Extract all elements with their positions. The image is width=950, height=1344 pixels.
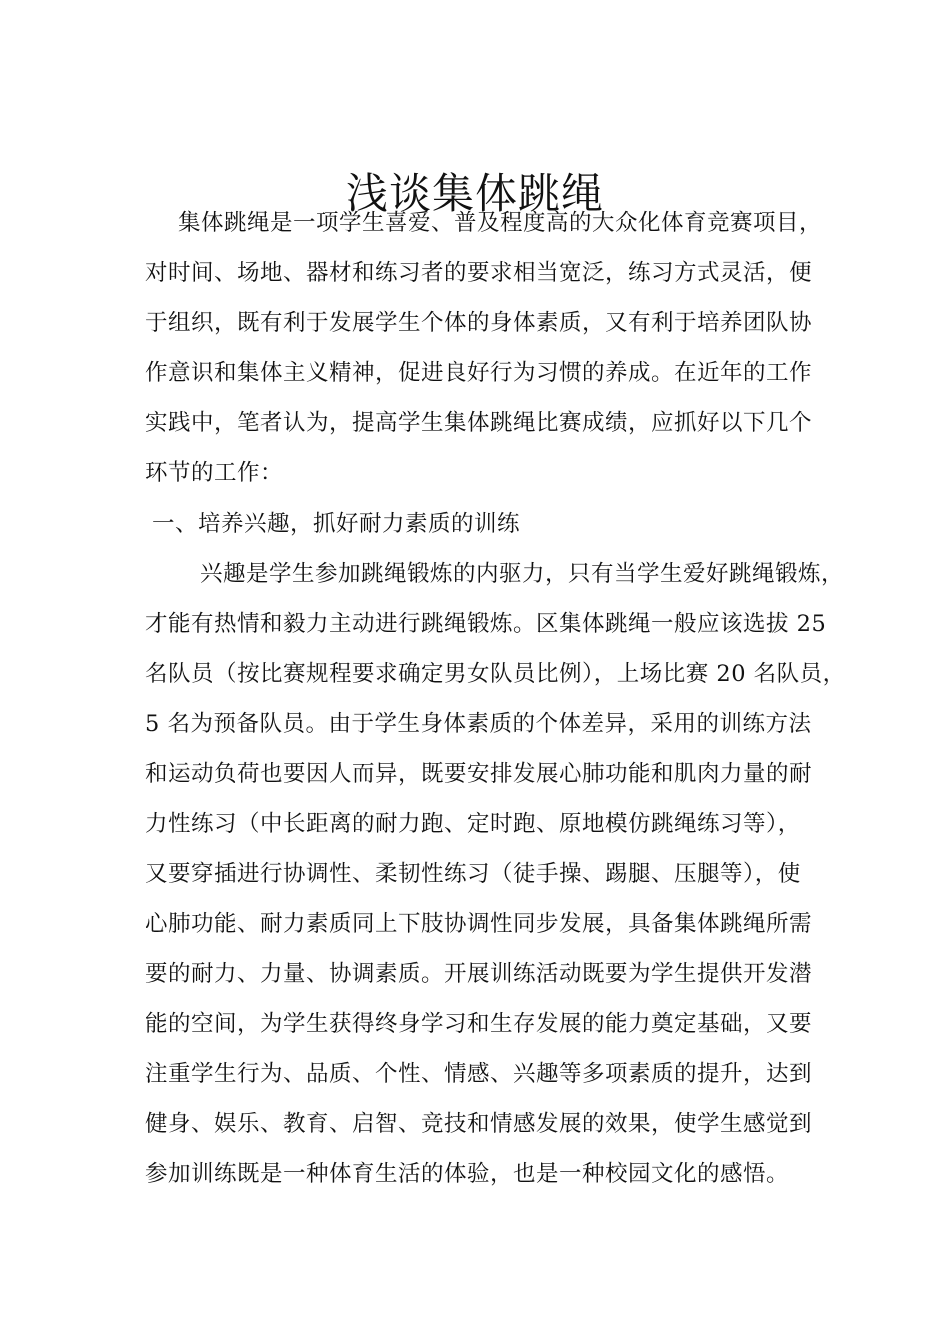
body-line: 名队员（按比赛规程要求确定男女队员比例），上场比赛 20 名队员， [145, 661, 846, 687]
body-line: 又要穿插进行协调性、柔韧性练习（徒手操、踢腿、压腿等），使 [145, 861, 801, 887]
intro-line: 集体跳绳是一项学生喜爱、普及程度高的大众化体育竞赛项目， [178, 210, 823, 236]
intro-line: 对时间、场地、器材和练习者的要求相当宽泛，练习方式灵活，便 [145, 260, 813, 286]
body-line: 兴趣是学生参加跳绳锻炼的内驱力，只有当学生爱好跳绳锻炼， [200, 561, 845, 587]
intro-line: 实践中，笔者认为，提高学生集体跳绳比赛成绩，应抓好以下几个 [145, 410, 813, 436]
body-line: 5 名为预备队员。由于学生身体素质的个体差异，采用的训练方法 [145, 711, 812, 737]
document-title: 浅谈集体跳绳 [345, 169, 604, 219]
intro-line: 环节的工作： [145, 460, 284, 486]
body-line: 要的耐力、力量、协调素质。开展训练活动既要为学生提供开发潜 [145, 961, 813, 987]
body-line: 力性练习（中长距离的耐力跑、定时跑、原地模仿跳绳练习等）， [145, 811, 801, 837]
body-line: 注重学生行为、品质、个性、情感、兴趣等多项素质的提升，达到 [145, 1061, 813, 1087]
body-line: 心肺功能、耐力素质同上下肢协调性同步发展，具备集体跳绳所需 [145, 911, 813, 937]
intro-line: 作意识和集体主义精神，促进良好行为习惯的养成。在近年的工作 [145, 360, 813, 386]
body-line: 和运动负荷也要因人而异，既要安排发展心肺功能和肌肉力量的耐 [145, 761, 813, 787]
intro-line: 于组织，既有利于发展学生个体的身体素质，又有利于培养团队协 [145, 310, 813, 336]
body-line: 能的空间，为学生获得终身学习和生存发展的能力奠定基础，又要 [145, 1011, 813, 1037]
section-heading: 一、培养兴趣，抓好耐力素质的训练 [152, 511, 521, 537]
body-line: 健身、娱乐、教育、启智、竞技和情感发展的效果，使学生感觉到 [145, 1111, 813, 1137]
body-line: 才能有热情和毅力主动进行跳绳锻炼。区集体跳绳一般应该选拔 25 [145, 611, 827, 637]
body-line: 参加训练既是一种体育生活的体验，也是一种校园文化的感悟。 [145, 1161, 790, 1187]
